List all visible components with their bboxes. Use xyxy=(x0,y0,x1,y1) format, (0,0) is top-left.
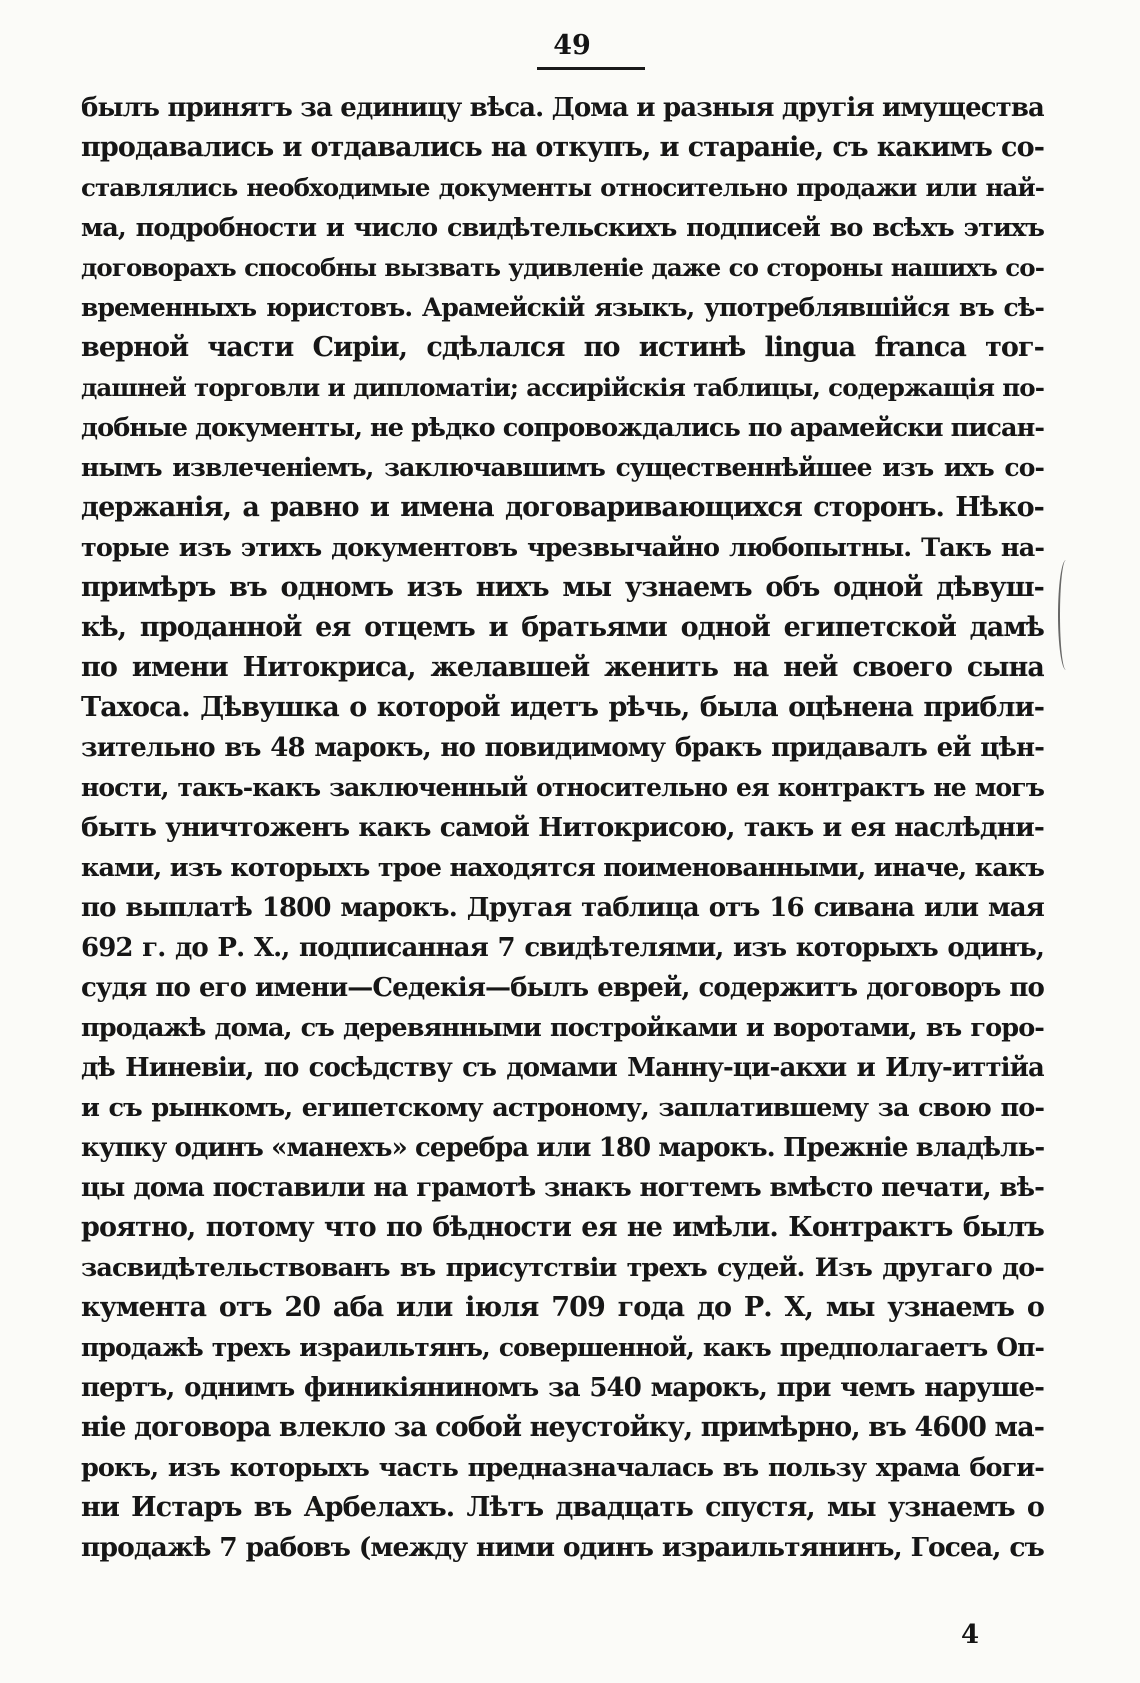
text-line: продажѣ дома, съ деревянными постройками и воротами, въ горо- xyxy=(81,1013,1044,1043)
text-line: быть уничтоженъ какъ самой Нитокрисою, такъ и ея наслѣдни- xyxy=(81,812,1044,843)
text-line: ніе договора влекло за собой неустойку, примѣрно, въ 4600 ма- xyxy=(81,1412,1044,1443)
text-line: временныхъ юристовъ. Арамейскій языкъ, употреблявшійся въ сѣ- xyxy=(81,293,1044,322)
text-line: ни Истаръ въ Арбелахъ. Лѣтъ двадцать спустя, мы узнаемъ о xyxy=(81,1492,1044,1523)
text-line: добные документы, не рѣдко сопровождались по арамейски писан- xyxy=(81,413,1044,443)
text-line: верной части Сиріи, сдѣлался по истинѣ lingua franca тог- xyxy=(81,332,1044,363)
text-line: и съ рынкомъ, египетскому астроному, заплатившему за свою по- xyxy=(81,1093,1044,1123)
text-line: нымъ извлеченіемъ, заключавшимъ существеннѣйшее изъ ихъ со- xyxy=(81,453,1044,482)
text-line: ма, подробности и число свидѣтельскихъ подписей во всѣхъ этихъ xyxy=(81,213,1044,243)
text-line: по выплатѣ 1800 марокъ. Другая таблица отъ 16 сивана или мая xyxy=(81,893,1044,923)
text-line: продажѣ 7 рабовъ (между ними одинъ израильтянинъ, Госеа, съ xyxy=(81,1532,1044,1563)
page-number: 49 xyxy=(553,30,591,61)
signature-mark: 4 xyxy=(960,1620,980,1650)
text-line: по имени Нитокриса, желавшей женить на ней своего сына xyxy=(81,652,1044,683)
text-line: цы дома поставили на грамотѣ знакъ ногтемъ вмѣсто печати, вѣ- xyxy=(81,1173,1044,1203)
text-line: 692 г. до Р. Х., подписанная 7 свидѣтелями, изъ которыхъ одинъ, xyxy=(81,933,1044,963)
text-line: зительно въ 48 марокъ, но повидимому бракъ придавалъ ей цѣн- xyxy=(81,733,1044,763)
text-line: засвидѣтельствованъ въ присутствіи трехъ судей. Изъ другаго до- xyxy=(81,1253,1044,1283)
text-line: держанія, а равно и имена договаривающихся сторонъ. Нѣко- xyxy=(81,492,1044,523)
margin-bracket-mark xyxy=(1058,560,1074,670)
text-line: ставлялись необходимые документы относительно продажи или най- xyxy=(81,173,1044,202)
text-line: рокъ, изъ которыхъ часть предназначалась въ пользу храма боги- xyxy=(81,1453,1044,1483)
text-line: купку одинъ «манехъ» серебра или 180 марокъ. Прежніе владѣль- xyxy=(81,1133,1044,1163)
text-line: договорахъ способны вызвать удивленіе даже со стороны нашихъ со- xyxy=(81,253,1044,282)
text-line: продавались и отдавались на откупъ, и стараніе, съ какимъ со- xyxy=(81,132,1044,163)
text-line: ности, такъ-какъ заключенный относительно ея контрактъ не могъ xyxy=(81,773,1044,802)
text-line: ками, изъ которыхъ трое находятся поименованными, иначе, какъ xyxy=(81,853,1044,883)
text-line: кумента отъ 20 аба или іюля 709 года до Р. Х, мы узнаемъ о xyxy=(81,1292,1044,1323)
text-line: кѣ, проданной ея отцемъ и братьями одной египетской дамѣ xyxy=(81,612,1044,643)
header-rule xyxy=(537,67,645,70)
text-line: дѣ Ниневіи, по сосѣдству съ домами Манну-ци-акхи и Илу-иттійа xyxy=(81,1053,1044,1083)
text-line: судя по его имени—Седекія—былъ еврей, содержитъ договоръ по xyxy=(81,973,1044,1003)
text-line: былъ принятъ за единицу вѣса. Дома и разныя другія имущества xyxy=(81,93,1044,123)
text-line: торые изъ этихъ документовъ чрезвычайно любопытны. Такъ на- xyxy=(81,533,1044,563)
text-line: Тахоса. Дѣвушка о которой идетъ рѣчь, была оцѣнена прибли- xyxy=(81,692,1044,723)
body-text xyxy=(81,88,1044,1568)
text-line: примѣръ въ одномъ изъ нихъ мы узнаемъ объ одной дѣвуш- xyxy=(81,572,1044,603)
text-line: пертъ, однимъ финикіяниномъ за 540 марокъ, при чемъ наруше- xyxy=(81,1373,1044,1403)
text-line: продажѣ трехъ израильтянъ, совершенной, какъ предполагаетъ Оп- xyxy=(81,1333,1044,1362)
text-line: дашней торговли и дипломатіи; ассирійскія таблицы, содержащія по- xyxy=(81,373,1044,402)
text-line: роятно, потому что по бѣдности ея не имѣли. Контрактъ былъ xyxy=(81,1212,1044,1243)
